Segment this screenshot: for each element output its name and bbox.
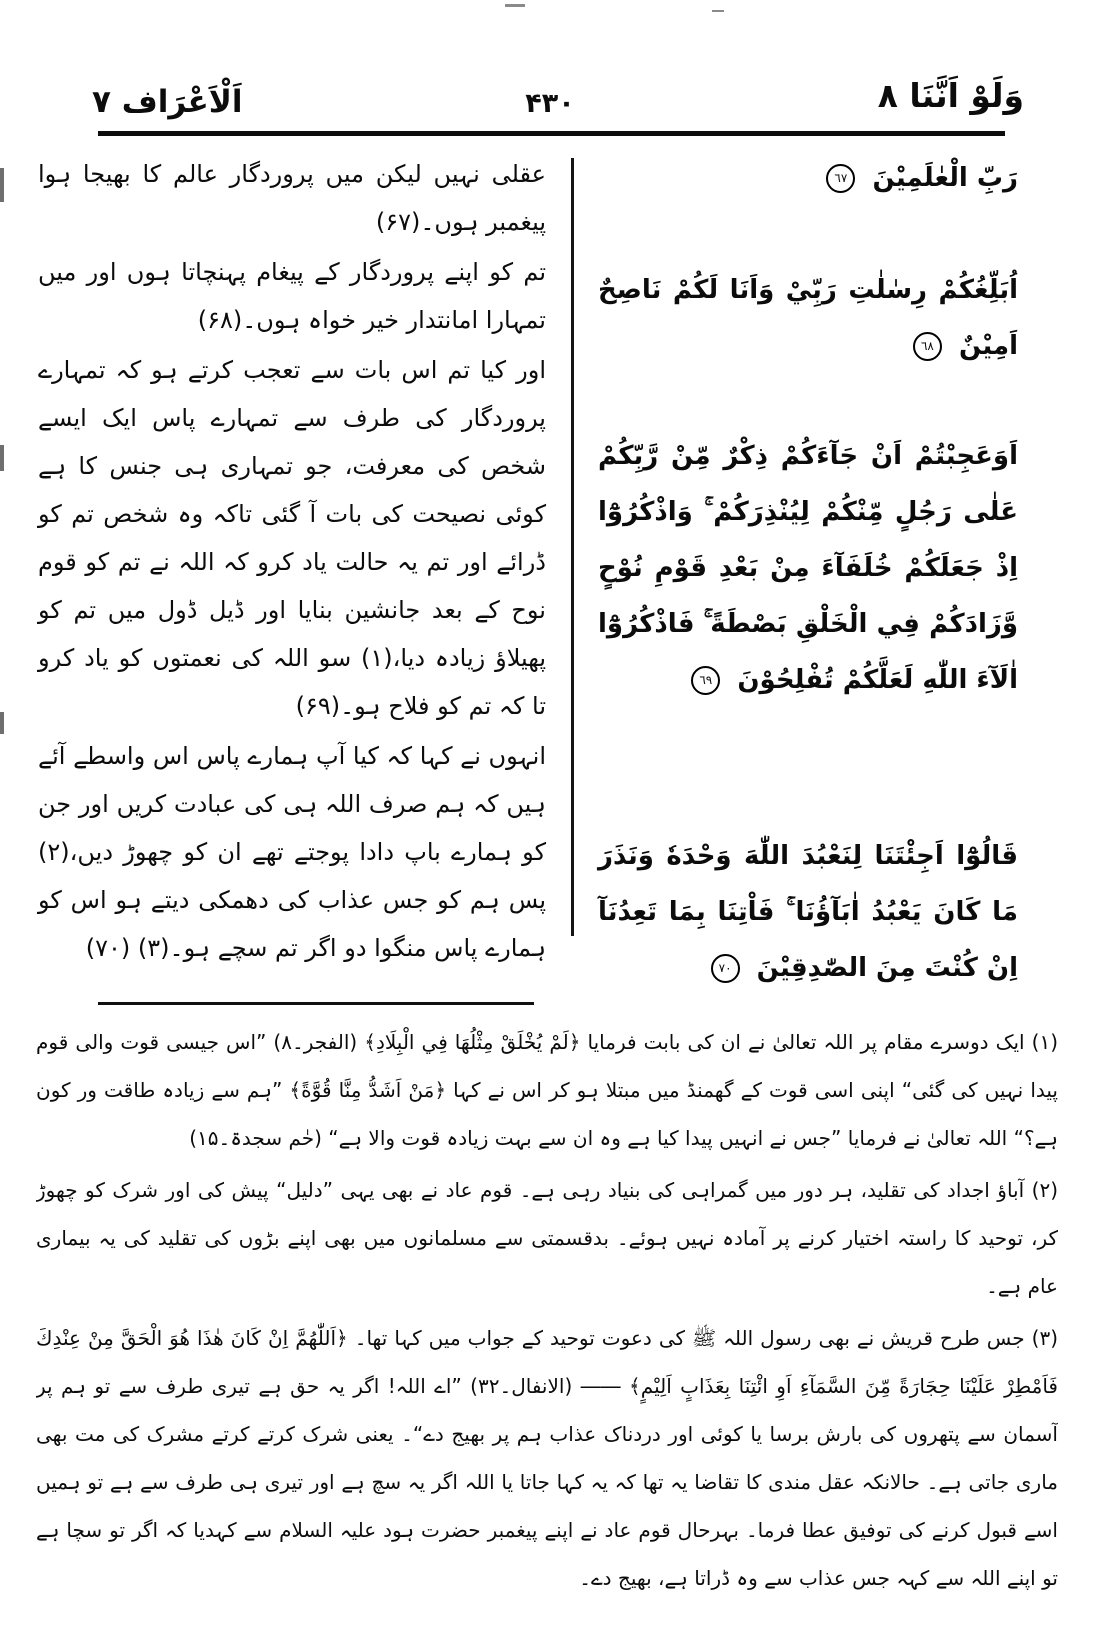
quran-verse-68 (598, 262, 1018, 374)
header-surah-title: اَلْاَعْرَاف ۷ (92, 84, 243, 120)
translation-paragraph-v67: عقلی نہیں لیکن میں پروردگار عالم کا بھیجا ہوا پیغمبر ہوں۔(۶۷) (38, 160, 546, 236)
scan-mark-top-center (505, 4, 525, 7)
header-juz-title: وَلَوْ اَنَّنَا ۸ (877, 76, 1024, 115)
quran-verse-67 (598, 150, 1018, 206)
footnote-3: (۳) جس طرح قریش نے بھی رسول اللہ ﷺ کی دعوت توحید کے جواب میں کہا تھا۔ ﴿اَللّٰهُمَّ اِنْ كَانَ هٰذَا هُوَ الْحَقَّ مِنْ عِنْدِكَ فَاَمْطِرْ عَلَيْنَا حِجَارَةً مِّنَ السَّمَآءِ اَوِ ائْتِنَا بِعَذَابٍ اَلِيْمٍ﴾ ―― (الانفال۔۳۲) ”اے اللہ! اگر یہ حق ہے تیری طرف سے تو ہم پر آسمان سے پتھروں کی بارش برسا یا کوئی اور دردناک عذاب ہم پر بھیج دے“۔ یعنی شرک کرتے کرتے مشرک کی مت بھی ماری جاتی ہے۔ حالانکہ عقل مندی کا تقاضا یہ تھا کہ یہ کہا جاتا یا اللہ اگر یہ سچ ہے اور تیری ہی طرف سے ہے تو ہمیں اسے قبول کرنے کی توفیق عطا فرما۔ بہرحال قوم عاد نے اپنے پیغمبر حضرت ہود علیہ السلام سے کہدیا کہ اگر تو سچا ہے تو اپنے اللہ سے کہہ جس عذاب سے وہ ڈراتا ہے، بھیج دے۔ (36, 1326, 1058, 1590)
header-rule (98, 131, 1005, 136)
footnotes-section (36, 1018, 1058, 1634)
footnote-1: (۱) ایک دوسرے مقام پر اللہ تعالیٰ نے ان کی بابت فرمایا ﴿لَمْ يُخْلَقْ مِثْلُهَا فِي الْبِلَادِ﴾ (الفجر۔۸) ”اس جیسی قوت والی قوم پیدا نہیں کی گئی“ اپنی اسی قوت کے گھمنڈ میں مبتلا ہو کر اس نے کہا ﴿مَنْ اَشَدُّ مِنَّا قُوَّةً﴾ ”ہم سے زیادہ طاقت ور کون ہے؟“ اللہ تعالیٰ نے فرمایا ”جس نے انہیں پیدا کیا ہے وہ ان سے بہت زیادہ قوت والا ہے“ (حٰم سجدۃ۔۱۵) (36, 1030, 1058, 1150)
quran-verse-68-text: اُبَلِّغُكُمْ رِسٰلٰتِ رَبِّيْ وَاَنَا لَكُمْ نَاصِحٌ اَمِيْنٌ (598, 275, 1018, 361)
verse-number-circle-70: ٧٠ (711, 954, 740, 983)
scan-mark-left-edge (0, 445, 4, 471)
scan-mark-top-right (712, 10, 724, 12)
verse-number-circle-69: ٦٩ (691, 666, 720, 695)
scan-mark-left-edge (0, 712, 4, 734)
quran-verse-69-text: اَوَعَجِبْتُمْ اَنْ جَآءَكُمْ ذِكْرٌ مِّنْ رَّبِّكُمْ عَلٰى رَجُلٍ مِّنْكُمْ لِيُنْذِرَكُمْ ۚ وَاذْكُرُوْٓا اِذْ جَعَلَكُمْ خُلَفَآءَ مِنْ بَعْدِ قَوْمِ نُوْحٍ وَّزَادَكُمْ فِي الْخَلْقِ بَصْطَةً ۚ فَاذْكُرُوْٓا اٰلَآءَ اللّٰهِ لَعَلَّكُمْ تُفْلِحُوْنَ (598, 441, 1018, 695)
translation-paragraph-v70: انہوں نے کہا کہ کیا آپ ہمارے پاس اس واسطے آئے ہیں کہ ہم صرف اللہ ہی کی عبادت کریں اور جن کو ہمارے باپ دادا پوجتے تھے ان کو چھوڑ دیں،(۲) پس ہم کو جس عذاب کی دھمکی دیتے ہو اس کو ہمارے پاس منگوا دو اگر تم سچے ہو۔(۳) (۷۰) (38, 742, 546, 962)
column-divider (571, 158, 574, 936)
footnote-divider (98, 1002, 534, 1005)
scan-mark-left-edge (0, 168, 4, 202)
translation-paragraph-v69: اور کیا تم اس بات سے تعجب کرتے ہو کہ تمہارے پروردگار کی طرف سے تمہارے پاس ایک ایسے شخص کی معرفت، جو تمہاری ہی جنس کا ہے کوئی نصیحت کی بات آ گئی تاکہ وہ شخص تم کو ڈرائے اور تم یہ حالت یاد کرو کہ اللہ نے تم کو قوم نوح کے بعد جانشین بنایا اور ڈیل ڈول میں تم کو پھیلاؤ زیادہ دیا،(۱) سو اللہ کی نعمتوں کو یاد کرو تا کہ تم کو فلاح ہو۔(۶۹) (38, 356, 546, 720)
footnote-2: (۲) آباؤ اجداد کی تقلید، ہر دور میں گمراہی کی بنیاد رہی ہے۔ قوم عاد نے بھی یہی ”دلیل“ پیش کی اور شرک کو چھوڑ کر، توحید کا راستہ اختیار کرنے پر آمادہ نہیں ہوئے۔ بدقسمتی سے مسلمانوں میں بھی اپنے بڑوں کی تقلید کی یہ بیماری عام ہے۔ (36, 1178, 1058, 1298)
urdu-translation-column (38, 150, 546, 974)
translation-paragraph-v68: تم کو اپنے پروردگار کے پیغام پہنچاتا ہوں اور میں تمہارا امانتدار خیر خواہ ہوں۔(۶۸) (38, 258, 546, 334)
header-page-number: ۴۳۰ (525, 88, 575, 119)
quran-verse-69 (598, 428, 1018, 708)
verse-number-circle-68: ٦٨ (913, 332, 942, 361)
quran-verse-70-text: قَالُوْٓا اَجِئْتَنَا لِنَعْبُدَ اللّٰهَ وَحْدَهٗ وَنَذَرَ مَا كَانَ يَعْبُدُ اٰبَآؤُنَا ۚ فَاْتِنَا بِمَا تَعِدُنَآ اِنْ كُنْتَ مِنَ الصّٰدِقِيْنَ (598, 841, 1018, 983)
quran-verse-70 (598, 828, 1018, 996)
arabic-quran-column (598, 150, 1018, 996)
verse-number-circle-67: ٦٧ (826, 164, 855, 193)
quran-verse-67-text: رَبِّ الْعٰلَمِيْنَ (872, 163, 1018, 193)
